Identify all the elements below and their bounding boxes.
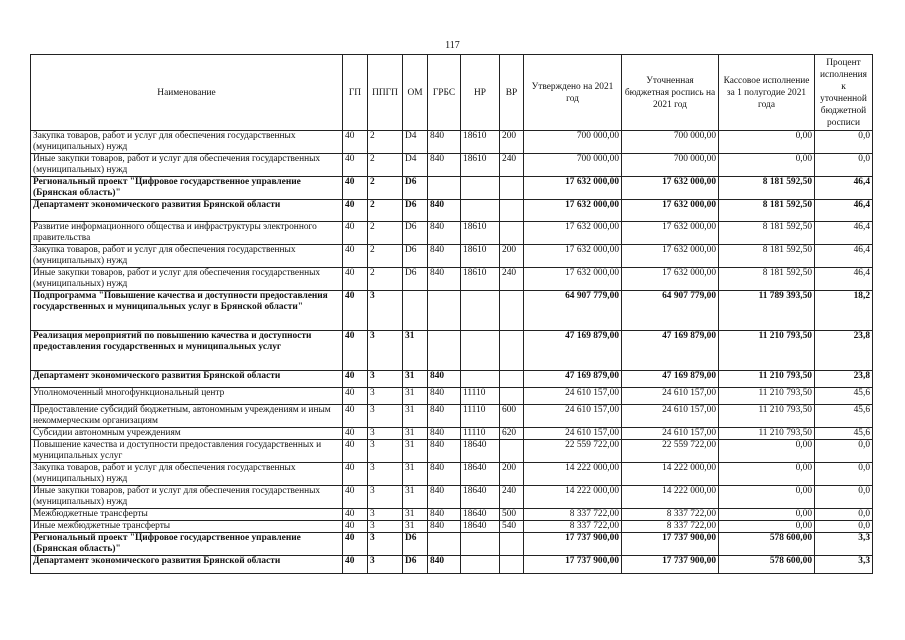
cell-percent: 46,4	[815, 222, 873, 245]
cell-approved: 47 169 879,00	[524, 331, 622, 371]
cell-grbs	[428, 291, 461, 331]
cell-refined: 17 632 000,00	[622, 268, 719, 291]
cell-cash: 8 181 592,50	[719, 222, 815, 245]
cell-grbs: 840	[428, 154, 461, 177]
table-row	[31, 405, 873, 428]
cell-grbs: 840	[428, 463, 461, 486]
cell-percent: 46,4	[815, 200, 873, 222]
cell-vr	[500, 200, 524, 222]
cell-percent: 23,8	[815, 331, 873, 371]
cell-percent: 0,0	[815, 463, 873, 486]
table-row	[31, 177, 873, 200]
cell-ppgp: 2	[368, 268, 403, 291]
cell-vr: 240	[500, 154, 524, 177]
cell-om: D6	[403, 245, 428, 268]
cell-cash: 578 600,00	[719, 556, 815, 574]
cell-ppgp: 3	[368, 388, 403, 405]
budget-execution-table	[30, 54, 873, 574]
cell-cash: 0,00	[719, 486, 815, 509]
table-row	[31, 200, 873, 222]
cell-refined: 24 610 157,00	[622, 405, 719, 428]
cell-grbs	[428, 177, 461, 200]
cell-grbs: 840	[428, 200, 461, 222]
cell-om: 31	[403, 521, 428, 533]
table-row	[31, 428, 873, 440]
cell-nr: 11110	[461, 405, 500, 428]
table-body	[31, 131, 873, 574]
cell-om: D6	[403, 556, 428, 574]
table-row	[31, 222, 873, 245]
cell-name: Повышение качества и доступности предоставления государственных и муниципальных услуг	[31, 440, 343, 463]
cell-nr	[461, 291, 500, 331]
cell-nr: 18610	[461, 131, 500, 154]
cell-ppgp: 2	[368, 200, 403, 222]
cell-approved: 17 632 000,00	[524, 177, 622, 200]
cell-vr	[500, 533, 524, 556]
cell-percent: 0,0	[815, 131, 873, 154]
cell-nr: 11110	[461, 428, 500, 440]
cell-name: Иные закупки товаров, работ и услуг для обеспечения государственных (муниципальных) нужд	[31, 486, 343, 509]
cell-grbs: 840	[428, 371, 461, 388]
cell-gp: 40	[343, 131, 368, 154]
cell-om: 31	[403, 509, 428, 521]
cell-gp: 40	[343, 405, 368, 428]
cell-approved: 17 632 000,00	[524, 268, 622, 291]
cell-percent: 3,3	[815, 556, 873, 574]
header-refined: Уточненная бюджетная роспись на 2021 год	[622, 55, 719, 131]
cell-ppgp: 2	[368, 222, 403, 245]
cell-percent: 46,4	[815, 245, 873, 268]
cell-grbs: 840	[428, 428, 461, 440]
cell-ppgp: 3	[368, 521, 403, 533]
cell-cash: 11 210 793,50	[719, 331, 815, 371]
cell-vr	[500, 440, 524, 463]
cell-percent: 45,6	[815, 428, 873, 440]
cell-nr: 18640	[461, 440, 500, 463]
cell-percent: 18,2	[815, 291, 873, 331]
cell-approved: 14 222 000,00	[524, 463, 622, 486]
cell-name: Департамент экономического развития Брянской области	[31, 371, 343, 388]
cell-om: 31	[403, 463, 428, 486]
cell-name: Развитие информационного общества и инфраструктуры электронного правительства	[31, 222, 343, 245]
cell-refined: 17 632 000,00	[622, 177, 719, 200]
cell-vr	[500, 177, 524, 200]
cell-ppgp: 3	[368, 533, 403, 556]
cell-vr	[500, 556, 524, 574]
cell-nr	[461, 200, 500, 222]
cell-grbs: 840	[428, 131, 461, 154]
cell-name: Предоставление субсидий бюджетным, автономным учреждениям и иным некоммерческим организациям	[31, 405, 343, 428]
cell-gp: 40	[343, 200, 368, 222]
cell-approved: 17 737 900,00	[524, 533, 622, 556]
cell-vr: 540	[500, 521, 524, 533]
cell-refined: 17 737 900,00	[622, 533, 719, 556]
cell-cash: 11 210 793,50	[719, 428, 815, 440]
table-row	[31, 486, 873, 509]
table-row	[31, 268, 873, 291]
cell-vr: 240	[500, 486, 524, 509]
cell-vr: 200	[500, 245, 524, 268]
cell-om: D6	[403, 177, 428, 200]
cell-cash: 8 181 592,50	[719, 177, 815, 200]
cell-refined: 17 632 000,00	[622, 200, 719, 222]
cell-gp: 40	[343, 428, 368, 440]
cell-percent: 46,4	[815, 268, 873, 291]
cell-refined: 14 222 000,00	[622, 486, 719, 509]
cell-gp: 40	[343, 268, 368, 291]
cell-om	[403, 291, 428, 331]
table-row	[31, 154, 873, 177]
cell-percent: 45,6	[815, 405, 873, 428]
cell-ppgp: 3	[368, 509, 403, 521]
table-row	[31, 556, 873, 574]
cell-gp: 40	[343, 388, 368, 405]
cell-name: Закупка товаров, работ и услуг для обеспечения государственных (муниципальных) нужд	[31, 463, 343, 486]
cell-vr: 240	[500, 268, 524, 291]
cell-vr	[500, 388, 524, 405]
cell-nr: 11110	[461, 388, 500, 405]
table-header-row	[31, 55, 873, 131]
cell-approved: 17 632 000,00	[524, 245, 622, 268]
cell-nr	[461, 177, 500, 200]
cell-ppgp: 3	[368, 331, 403, 371]
cell-refined: 14 222 000,00	[622, 463, 719, 486]
cell-grbs: 840	[428, 268, 461, 291]
cell-ppgp: 3	[368, 428, 403, 440]
cell-cash: 11 210 793,50	[719, 371, 815, 388]
cell-vr	[500, 222, 524, 245]
cell-nr: 18640	[461, 486, 500, 509]
cell-gp: 40	[343, 291, 368, 331]
cell-gp: 40	[343, 177, 368, 200]
cell-ppgp: 2	[368, 131, 403, 154]
cell-vr: 200	[500, 463, 524, 486]
cell-grbs: 840	[428, 521, 461, 533]
cell-grbs	[428, 331, 461, 371]
cell-vr: 200	[500, 131, 524, 154]
cell-nr: 18640	[461, 521, 500, 533]
cell-percent: 0,0	[815, 486, 873, 509]
cell-approved: 17 737 900,00	[524, 556, 622, 574]
cell-refined: 700 000,00	[622, 154, 719, 177]
cell-om: D6	[403, 268, 428, 291]
cell-gp: 40	[343, 154, 368, 177]
cell-nr	[461, 556, 500, 574]
cell-grbs: 840	[428, 405, 461, 428]
cell-approved: 64 907 779,00	[524, 291, 622, 331]
cell-gp: 40	[343, 556, 368, 574]
cell-nr: 18610	[461, 245, 500, 268]
cell-approved: 17 632 000,00	[524, 200, 622, 222]
cell-approved: 24 610 157,00	[524, 428, 622, 440]
cell-name: Закупка товаров, работ и услуг для обеспечения государственных (муниципальных) нужд	[31, 131, 343, 154]
cell-ppgp: 3	[368, 371, 403, 388]
cell-cash: 11 210 793,50	[719, 405, 815, 428]
cell-cash: 0,00	[719, 509, 815, 521]
cell-percent: 23,8	[815, 371, 873, 388]
cell-name: Субсидии автономным учреждениям	[31, 428, 343, 440]
cell-name: Иные закупки товаров, работ и услуг для обеспечения государственных (муниципальных) нужд	[31, 154, 343, 177]
header-gp: ГП	[343, 55, 368, 131]
cell-gp: 40	[343, 440, 368, 463]
table-row	[31, 463, 873, 486]
cell-gp: 40	[343, 371, 368, 388]
cell-om: D6	[403, 200, 428, 222]
cell-gp: 40	[343, 509, 368, 521]
cell-om: D4	[403, 154, 428, 177]
cell-nr	[461, 533, 500, 556]
cell-ppgp: 3	[368, 440, 403, 463]
cell-nr: 18610	[461, 154, 500, 177]
cell-cash: 0,00	[719, 521, 815, 533]
cell-approved: 8 337 722,00	[524, 509, 622, 521]
cell-om: D6	[403, 222, 428, 245]
cell-gp: 40	[343, 463, 368, 486]
cell-grbs: 840	[428, 556, 461, 574]
cell-vr: 600	[500, 405, 524, 428]
cell-percent: 0,0	[815, 521, 873, 533]
cell-cash: 0,00	[719, 154, 815, 177]
cell-grbs: 840	[428, 388, 461, 405]
table-row	[31, 521, 873, 533]
cell-refined: 17 737 900,00	[622, 556, 719, 574]
cell-om: 31	[403, 428, 428, 440]
cell-name: Департамент экономического развития Брянской области	[31, 200, 343, 222]
header-approved: Утверждено на 2021 год	[524, 55, 622, 131]
cell-name: Закупка товаров, работ и услуг для обеспечения государственных (муниципальных) нужд	[31, 245, 343, 268]
header-vr: ВР	[500, 55, 524, 131]
cell-vr: 620	[500, 428, 524, 440]
cell-name: Иные закупки товаров, работ и услуг для обеспечения государственных (муниципальных) нужд	[31, 268, 343, 291]
cell-refined: 8 337 722,00	[622, 521, 719, 533]
header-name: Наименование	[31, 55, 343, 131]
cell-grbs: 840	[428, 509, 461, 521]
cell-nr: 18610	[461, 268, 500, 291]
cell-name: Региональный проект "Цифровое государственное управление (Брянская область)"	[31, 533, 343, 556]
cell-name: Подпрограмма "Повышение качества и доступности предоставления государственных и муниципальных услуг в Брянской области"	[31, 291, 343, 331]
cell-grbs	[428, 533, 461, 556]
cell-vr	[500, 371, 524, 388]
cell-om: 31	[403, 440, 428, 463]
cell-approved: 700 000,00	[524, 154, 622, 177]
header-nr: НР	[461, 55, 500, 131]
cell-ppgp: 2	[368, 245, 403, 268]
cell-grbs: 840	[428, 222, 461, 245]
header-percent: Процент исполнения к уточненной бюджетной росписи	[815, 55, 873, 131]
cell-ppgp: 3	[368, 463, 403, 486]
cell-approved: 700 000,00	[524, 131, 622, 154]
cell-vr	[500, 331, 524, 371]
cell-approved: 24 610 157,00	[524, 388, 622, 405]
cell-percent: 46,4	[815, 177, 873, 200]
cell-vr: 500	[500, 509, 524, 521]
cell-name: Департамент экономического развития Брянской области	[31, 556, 343, 574]
cell-cash: 11 210 793,50	[719, 388, 815, 405]
cell-gp: 40	[343, 533, 368, 556]
cell-percent: 0,0	[815, 509, 873, 521]
page-number: 117	[445, 40, 460, 51]
cell-approved: 24 610 157,00	[524, 405, 622, 428]
cell-om: 31	[403, 331, 428, 371]
cell-gp: 40	[343, 222, 368, 245]
cell-gp: 40	[343, 521, 368, 533]
cell-nr	[461, 371, 500, 388]
cell-gp: 40	[343, 486, 368, 509]
cell-name: Иные межбюджетные трансферты	[31, 521, 343, 533]
cell-grbs: 840	[428, 440, 461, 463]
cell-nr: 18610	[461, 222, 500, 245]
cell-nr: 18640	[461, 509, 500, 521]
cell-cash: 8 181 592,50	[719, 268, 815, 291]
cell-refined: 17 632 000,00	[622, 245, 719, 268]
cell-name: Реализация мероприятий по повышению качества и доступности предоставления государственных и муниципальных услуг	[31, 331, 343, 371]
cell-om: 31	[403, 486, 428, 509]
cell-approved: 47 169 879,00	[524, 371, 622, 388]
cell-refined: 47 169 879,00	[622, 331, 719, 371]
cell-refined: 24 610 157,00	[622, 388, 719, 405]
cell-refined: 24 610 157,00	[622, 428, 719, 440]
cell-ppgp: 3	[368, 405, 403, 428]
cell-refined: 700 000,00	[622, 131, 719, 154]
cell-cash: 8 181 592,50	[719, 200, 815, 222]
cell-refined: 8 337 722,00	[622, 509, 719, 521]
cell-om: 31	[403, 371, 428, 388]
cell-om: 31	[403, 405, 428, 428]
cell-ppgp: 3	[368, 486, 403, 509]
cell-refined: 22 559 722,00	[622, 440, 719, 463]
header-cash-execution: Кассовое исполнение за 1 полугодие 2021 года	[719, 55, 815, 131]
cell-cash: 0,00	[719, 463, 815, 486]
cell-percent: 0,0	[815, 440, 873, 463]
cell-name: Уполномоченный многофункциональный центр	[31, 388, 343, 405]
cell-approved: 8 337 722,00	[524, 521, 622, 533]
header-ppgp: ППГП	[368, 55, 403, 131]
cell-refined: 64 907 779,00	[622, 291, 719, 331]
cell-refined: 17 632 000,00	[622, 222, 719, 245]
table-row	[31, 440, 873, 463]
cell-om: D6	[403, 533, 428, 556]
cell-percent: 3,3	[815, 533, 873, 556]
cell-cash: 578 600,00	[719, 533, 815, 556]
cell-name: Межбюджетные трансферты	[31, 509, 343, 521]
cell-nr	[461, 331, 500, 371]
table-row	[31, 331, 873, 371]
cell-approved: 14 222 000,00	[524, 486, 622, 509]
cell-ppgp: 2	[368, 177, 403, 200]
cell-om: D4	[403, 131, 428, 154]
cell-percent: 0,0	[815, 154, 873, 177]
cell-ppgp: 3	[368, 556, 403, 574]
cell-percent: 45,6	[815, 388, 873, 405]
table-row	[31, 371, 873, 388]
table-row	[31, 388, 873, 405]
cell-name: Региональный проект "Цифровое государственное управление (Брянская область)"	[31, 177, 343, 200]
cell-cash: 11 789 393,50	[719, 291, 815, 331]
table-row	[31, 131, 873, 154]
cell-refined: 47 169 879,00	[622, 371, 719, 388]
cell-ppgp: 3	[368, 291, 403, 331]
cell-gp: 40	[343, 331, 368, 371]
cell-grbs: 840	[428, 245, 461, 268]
cell-cash: 0,00	[719, 440, 815, 463]
table-row	[31, 291, 873, 331]
table-row	[31, 245, 873, 268]
cell-approved: 22 559 722,00	[524, 440, 622, 463]
cell-om: 31	[403, 388, 428, 405]
cell-nr: 18640	[461, 463, 500, 486]
cell-ppgp: 2	[368, 154, 403, 177]
cell-gp: 40	[343, 245, 368, 268]
header-om: ОМ	[403, 55, 428, 131]
table-row	[31, 509, 873, 521]
cell-cash: 8 181 592,50	[719, 245, 815, 268]
cell-approved: 17 632 000,00	[524, 222, 622, 245]
cell-cash: 0,00	[719, 131, 815, 154]
cell-vr	[500, 291, 524, 331]
table-row	[31, 533, 873, 556]
cell-grbs: 840	[428, 486, 461, 509]
header-grbs: ГРБС	[428, 55, 461, 131]
